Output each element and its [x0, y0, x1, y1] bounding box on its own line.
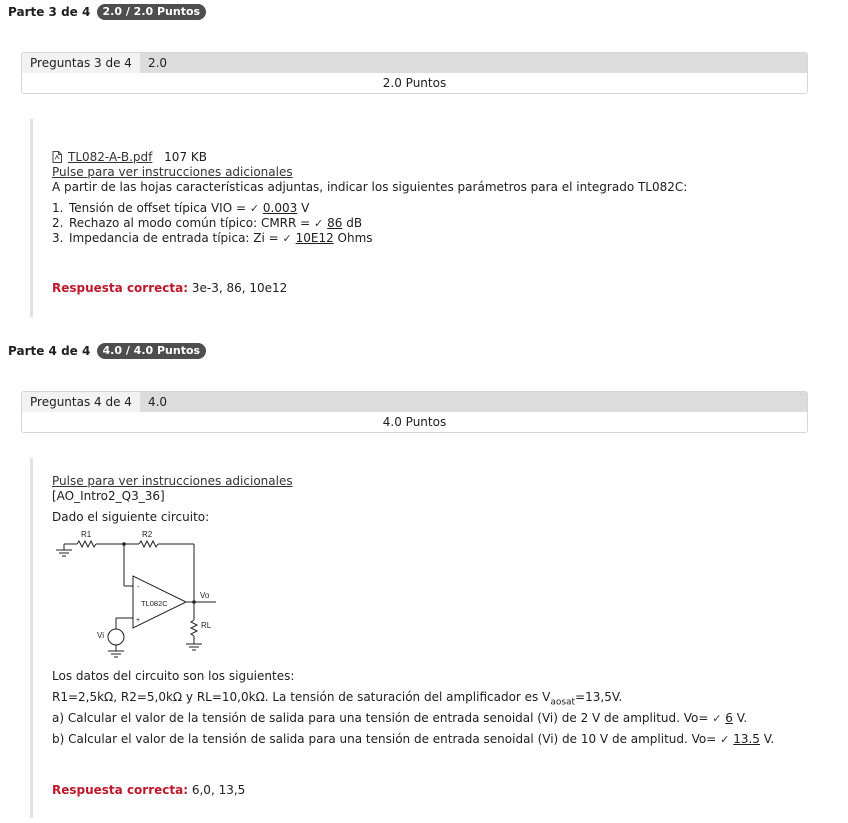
label-vi: Vi: [97, 631, 104, 640]
answer-input-a[interactable]: 6: [725, 711, 733, 725]
question-4-value: 4.0: [147, 395, 168, 409]
instructions-link-3[interactable]: Pulse para ver instrucciones adicionales: [52, 165, 293, 179]
part-3-score-badge: 2.0 / 2.0 Puntos: [97, 4, 207, 20]
check-icon: ✓: [720, 733, 730, 746]
answer-item-3: 3. Impedancia de entrada típica: Zi = ✓ 10E12 Ohms: [52, 231, 373, 245]
circuit-data-values: R1=2,5kΩ, R2=5,0kΩ y RL=10,0kΩ. La tensión de saturación del amplificador es $V_{aosat}=13,5V$.: [52, 690, 623, 708]
correct-answer-value: 6,0, 13,5: [191, 783, 246, 797]
question-3-header-box: [21, 52, 808, 94]
question-a: a) Calcular el valor de la tensión de salida para una tensión de entrada senoidal (Vi) de 2 V de amplitud. Vo= ✓ 6 V.: [52, 711, 748, 725]
question-3-value: 2.0: [147, 56, 168, 70]
correct-answer-label: Respuesta correcta:: [52, 783, 189, 797]
circuit-node: [192, 600, 196, 604]
question-b: b) Calcular el valor de la tensión de salida para una tensión de entrada senoidal (Vi) de 10 V de amplitud. Vo= ✓ 13.5 V.: [52, 732, 775, 746]
circuit-data-heading: Los datos del circuito son los siguientes:: [52, 669, 295, 683]
answer-item-2: 2. Rechazo al modo común típico: CMRR = ✓ 86 dB: [52, 216, 363, 230]
answer-item-1: 1. Tensión de offset típica VIO = ✓ 0.003 V: [52, 201, 310, 215]
attachment-row: [52, 150, 207, 164]
part-4-title: Parte 4 de 4: [8, 344, 91, 358]
label-vo: Vo: [200, 591, 210, 600]
label-r2: R2: [142, 530, 153, 539]
label-plus: +: [136, 617, 141, 624]
attachment-link[interactable]: TL082-A-B.pdf: [68, 150, 153, 164]
part-3-header: [8, 4, 206, 20]
part-3-title: Parte 3 de 4: [8, 5, 91, 19]
question-code: [AO_Intro2_Q3_36]: [52, 489, 165, 503]
label-ic: TL082C: [141, 599, 168, 608]
answer-input-2[interactable]: 86: [327, 216, 343, 230]
question-3-prompt: A partir de las hojas características adjuntas, indicar los siguientes parámetros para el integrado TL082C:: [52, 180, 688, 194]
instructions-link-4[interactable]: Pulse para ver instrucciones adicionales: [52, 474, 293, 488]
check-icon: ✓: [314, 217, 324, 230]
question-4-points: 4.0 Puntos: [382, 415, 447, 429]
label-minus: -: [137, 584, 140, 591]
circuit-diagram: [51, 528, 216, 663]
label-rl: RL: [201, 621, 212, 630]
part-4-score-badge: 4.0 / 4.0 Puntos: [97, 343, 207, 359]
question-4-header-box: [21, 391, 808, 433]
label-r1: R1: [81, 530, 92, 539]
pdf-file-icon: [52, 151, 62, 163]
question-4-content: [30, 458, 813, 818]
correct-answer-label: Respuesta correcta:: [52, 281, 189, 295]
check-icon: ✓: [282, 232, 292, 245]
check-icon: ✓: [712, 712, 722, 725]
circuit-intro: Dado el siguiente circuito:: [52, 510, 210, 524]
question-3-points: 2.0 Puntos: [382, 76, 447, 90]
answer-input-3[interactable]: 10E12: [295, 231, 334, 245]
question-3-content: [30, 119, 813, 317]
part-4-header: [8, 343, 206, 359]
question-4-label: Preguntas 4 de 4: [22, 392, 140, 412]
correct-answer-3: [52, 281, 287, 295]
question-3-label: Preguntas 3 de 4: [22, 53, 140, 73]
correct-answer-value: 3e-3, 86, 10e12: [191, 281, 288, 295]
answer-input-b[interactable]: 13.5: [733, 732, 760, 746]
circuit-node: [122, 542, 126, 546]
check-icon: ✓: [249, 202, 260, 215]
answer-input-1[interactable]: 0.003: [262, 201, 298, 215]
correct-answer-4: [52, 783, 245, 797]
attachment-size: 107 KB: [164, 150, 207, 164]
